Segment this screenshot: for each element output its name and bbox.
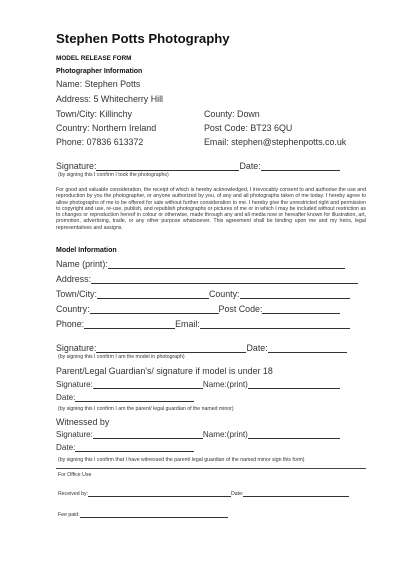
date-label: Date: [246,343,268,353]
model-date-field[interactable] [268,345,347,353]
guardian-signature-row [56,380,340,389]
office-received-label: Received by: [58,491,88,497]
witness-date-label: Date: [56,443,76,452]
photographer-country: Country: Northern Ireland [56,123,157,133]
model-address-label: Address: [56,274,92,284]
model-town-field[interactable] [97,291,209,299]
office-heading: For Office Use [58,472,92,478]
model-county-label: County: [208,289,240,299]
office-received-field[interactable] [88,492,231,497]
witness-signature-row [56,430,340,439]
model-phone-label: Phone: [56,319,85,329]
photographer-date-field[interactable] [261,163,340,171]
photographer-signature-note: (by signing this I confirm I took the photographs) [58,172,169,178]
model-signature-note: (by signing this I confirm I am the model in photograph) [58,354,185,360]
office-divider [56,468,366,469]
model-town-label: Town/City: [56,289,97,299]
office-date-field[interactable] [243,492,349,497]
model-signature-row [56,343,347,353]
witness-name-label: Name:(print) [202,430,248,439]
office-fee-label: Fee paid: [58,512,80,518]
guardian-signature-field[interactable] [93,381,203,389]
model-town-row [56,289,350,299]
witness-date-field[interactable] [75,444,194,452]
model-postcode-field[interactable] [262,306,340,314]
release-paragraph: For good and valuable consideration, the receipt of which is hereby acknowledged, I irrevocably consent to and authorise the use and reproduction by you the photographer, or anyone authorized by you, of any and all photographs taken of me today. I hereby agree to allow photographs of me to be offered for sale without further consideration to me. I hereby give the unrestricted right and permission to copyright and use, re-use, publish, and republish photographs or pictures of me or in which I may be included without restriction as to changes or reproduction hereof in colour or otherwise, made through any and all media now or hereafter known for illustration, art, promotion, advertising, trade, or any other purpose whatsoever. This agreement shall be binding upon me and my heirs, legal representatives and assigns. [56,187,366,231]
date-label: Date: [239,161,261,171]
guardian-date-field[interactable] [75,394,194,402]
photographer-address: Address: 5 Whitecherry Hill [56,94,164,104]
photographer-heading: Photographer Information [56,68,143,75]
signature-label: Signature: [56,161,97,171]
witness-heading: Witnessed by [56,417,110,427]
model-name-field[interactable] [108,261,345,269]
guardian-note: (by signing this I confirm I am the parent/ legal guardian of the named minor) [58,406,234,412]
office-received-row [58,491,349,497]
office-date-label: Date: [231,491,244,497]
model-address-row [56,274,358,284]
witness-name-field[interactable] [248,431,340,439]
model-email-field[interactable] [200,321,350,329]
model-phone-field[interactable] [84,321,175,329]
model-country-label: Country: [56,304,90,314]
witness-date-row [56,443,194,452]
photographer-phone: Phone: 07836 613372 [56,137,144,147]
model-country-field[interactable] [90,306,219,314]
model-signature-field[interactable] [96,345,246,353]
model-heading: Model Information [56,247,117,254]
photographer-signature-row [56,161,340,171]
witness-signature-field[interactable] [93,431,203,439]
model-name-label: Name (print): [56,259,108,269]
witness-signature-label: Signature: [56,430,93,439]
guardian-date-label: Date: [56,393,76,402]
photographer-signature-field[interactable] [96,163,239,171]
guardian-signature-label: Signature: [56,380,93,389]
model-postcode-label: Post Code: [218,304,263,314]
guardian-name-field[interactable] [248,381,340,389]
model-county-field[interactable] [240,291,350,299]
office-fee-row [58,512,228,518]
model-address-field[interactable] [91,276,358,284]
photographer-email: Email: stephen@stephenpotts.co.uk [204,137,347,147]
model-email-label: Email: [175,319,200,329]
photographer-name: Name: Stephen Potts [56,79,141,89]
signature-label: Signature: [56,343,97,353]
witness-note: (by signing this I confirm that I have witnessed the parent/ legal guardian of the named minor sign this form) [58,457,305,463]
photographer-postcode: Post Code: BT23 6QU [204,123,293,133]
model-name-row [56,259,345,269]
model-country-row [56,304,340,314]
guardian-date-row [56,393,194,402]
model-phone-row [56,319,350,329]
guardian-heading: Parent/Legal Guardian's/ signature if model is under 18 [56,366,273,376]
office-fee-field[interactable] [80,513,228,518]
photographer-town: Town/City: Killinchy [56,109,132,119]
photographer-county: County: Down [204,109,260,119]
form-title: MODEL RELEASE FORM [56,55,132,62]
page-title: Stephen Potts Photography [56,31,230,46]
guardian-name-label: Name:(print) [202,380,248,389]
